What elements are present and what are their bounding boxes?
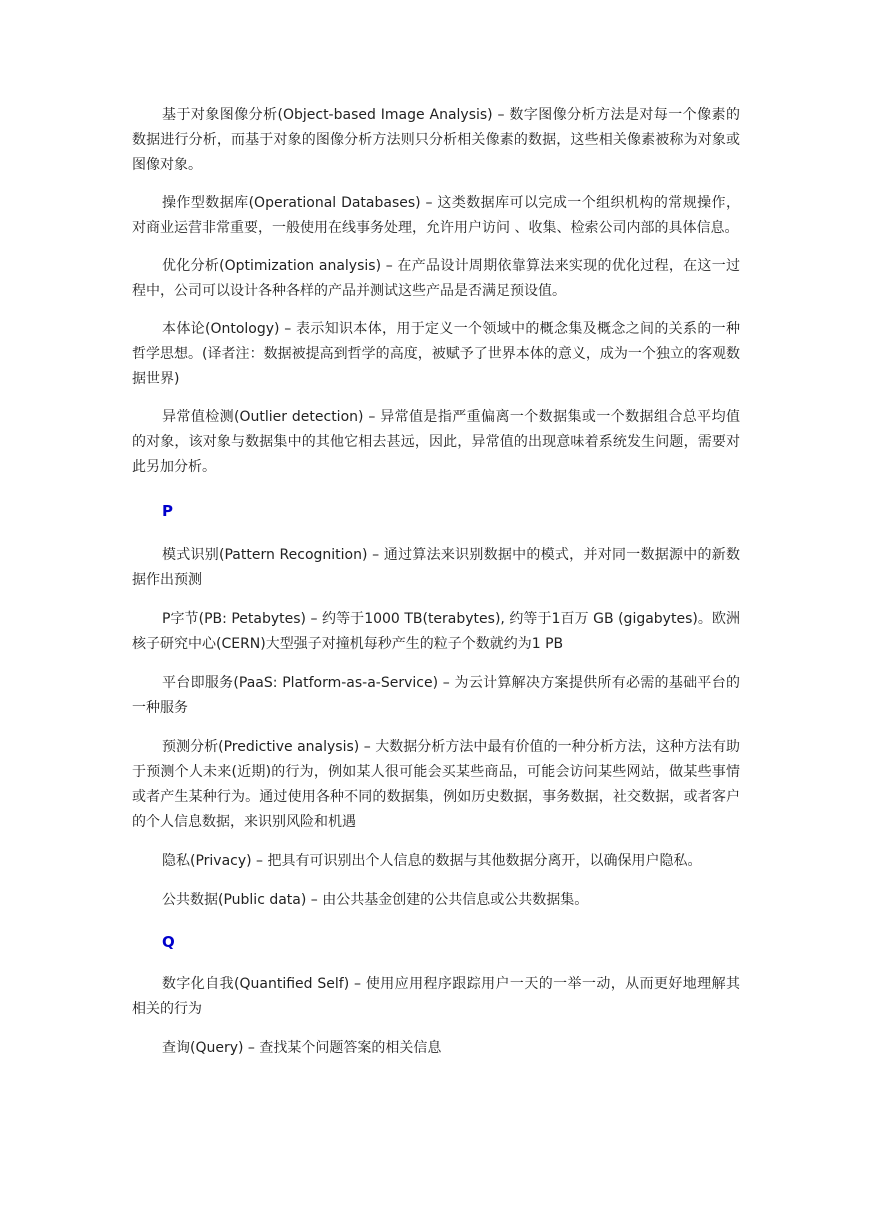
entry-ontology: 本体论(Ontology) – 表示知识本体，用于定义一个领域中的概念集及概念之间的关系的一种哲学思想。(译者注：数据被提高到哲学的高度，被赋予了世界本体的意义，成为一个独立的客观数据世界) — [132, 321, 740, 387]
entry-public-data: 公共数据(Public data) – 由公共基金创建的公共信息或公共数据集。 — [162, 892, 589, 908]
entry-operational-databases: 操作型数据库(Operational Databases) – 这类数据库可以完成一个组织机构的常规操作，对商业运营非常重要，一般使用在线事务处理，允许用户访问 、收集、检索公司内部的具体信息。 — [132, 195, 740, 236]
entry-petabytes: P字节(PB: Petabytes) – 约等于1000 TB(terabytes), 约等于1百万 GB (gigabytes)。欧洲核子研究中心(CERN)大型强子对撞机每秒产生的粒子个数就约为1 PB — [132, 611, 740, 652]
entry-quantified-self: 数字化自我(Quantified Self) – 使用应用程序跟踪用户一天的一举一动，从而更好地理解其相关的行为 — [132, 976, 740, 1017]
entry-predictive-analysis: 预测分析(Predictive analysis) – 大数据分析方法中最有价值的一种分析方法，这种方法有助于预测个人未来(近期)的行为，例如某人很可能会买某些商品，可能会访问某些网站，做某些事情或者产生某种行为。通过使用各种不同的数据集，例如历史数据，事务数据，社交数据，或者客户的个人信息数据，来识别风险和机遇 — [132, 739, 740, 830]
section-letter-q: Q — [162, 933, 175, 951]
entry-optimization-analysis: 优化分析(Optimization analysis) – 在产品设计周期依靠算法来实现的优化过程，在这一过程中，公司可以设计各种各样的产品并测试这些产品是否满足预设值。 — [132, 258, 740, 299]
entry-query: 查询(Query) – 查找某个问题答案的相关信息 — [162, 1040, 442, 1056]
section-letter-p: P — [162, 502, 173, 520]
entry-pattern-recognition: 模式识别(Pattern Recognition) – 通过算法来识别数据中的模式，并对同一数据源中的新数据作出预测 — [132, 547, 740, 588]
entry-outlier-detection: 异常值检测(Outlier detection) – 异常值是指严重偏离一个数据集或一个数据组合总平均值的对象，该对象与数据集中的其他它相去甚远，因此，异常值的出现意味着系统发生问题，需要对此另加分析。 — [132, 409, 740, 475]
entry-object-based-image-analysis: 基于对象图像分析(Object-based Image Analysis) – 数字图像分析方法是对每一个像素的数据进行分析，而基于对象的图像分析方法则只分析相关像素的数据，这些相关像素被称为对象或图像对象。 — [132, 107, 740, 173]
entry-paas: 平台即服务(PaaS: Platform-as-a-Service) – 为云计算解决方案提供所有必需的基础平台的一种服务 — [132, 675, 740, 716]
glossary-page — [132, 103, 740, 1061]
entry-privacy: 隐私(Privacy) – 把具有可识别出个人信息的数据与其他数据分离开，以确保用户隐私。 — [162, 853, 702, 869]
